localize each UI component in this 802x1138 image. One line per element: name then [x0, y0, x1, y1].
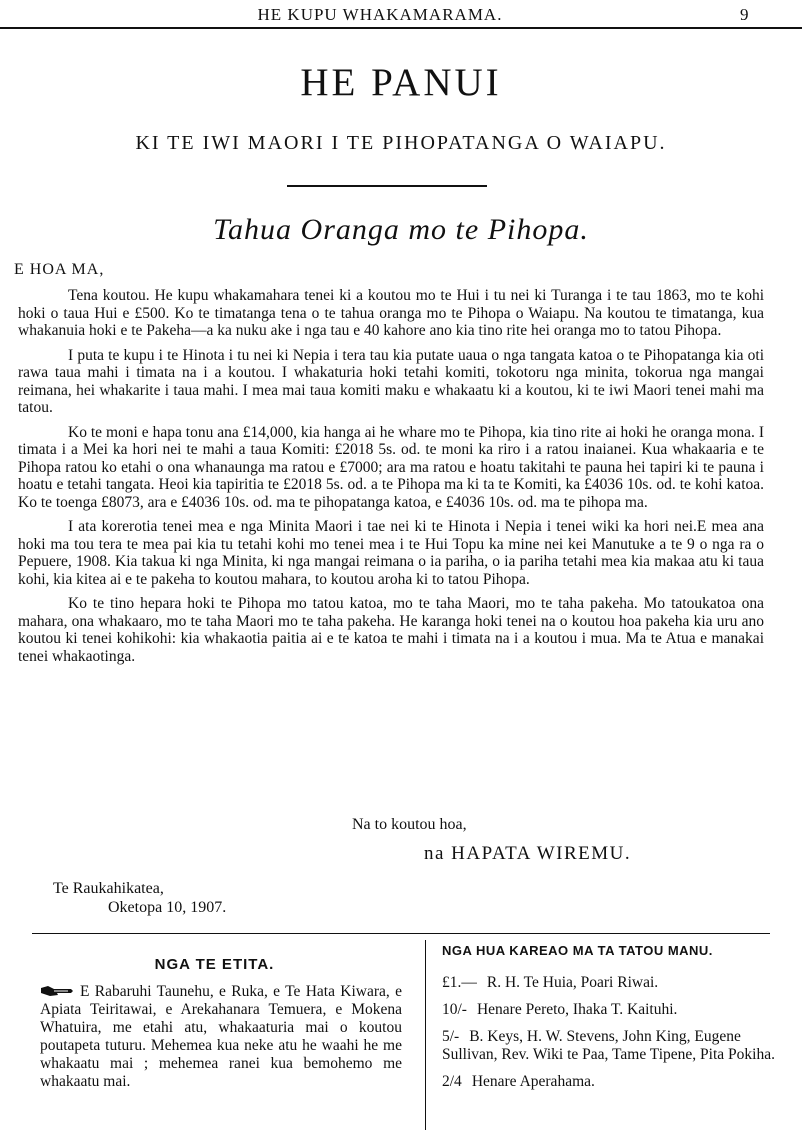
list-item [442, 1028, 794, 1064]
payments-list [442, 974, 794, 1100]
list-item [442, 1073, 794, 1091]
paragraph: I puta te kupu i te Hinota i tu nei ki Nepia i tera tau kia putate uaua o nga tangata katoa o te Pihopatanga kia oti rawa taua mahi i timata na i a koutou. I whakaturia hoki tetahi komiti, tokotoru nga minita, tokorua nga mangai reimana, hei whakarite i taua mahi. I mea mai taua komiti maku e whakaatu ki a koutou, ki te iwi Maori tenei mahi ma tatou. [18, 346, 764, 416]
payments-heading: NGA HUA KAREAO MA TA TATOU MANU. [442, 943, 713, 958]
paragraph: Ko te tino hepara hoki te Pihopa mo tatou katoa, mo te taha Maori, mo te taha pakeha. Mo tatoukatoa ona mahara, ona whakaaro, mo te taha Maori mo te taha pakeha. He karanga hoki tenei na o koutou hoa pakeha kia uru ano koutou ki tenei kohikohi: kia whakaotia paitia ai e te katoa te mahi i timata na i a koutou i mua. Ma te Atua e manakai tenei whakaotinga. [18, 595, 764, 665]
payment-amount: £1.— [442, 974, 477, 991]
section-divider [32, 933, 770, 934]
page-number: 9 [740, 5, 749, 24]
date-line: Oketopa 10, 1907. [108, 899, 227, 916]
editor-notice-text: E Rabaruhi Taunehu, e Ruka, e Te Hata Kiwara, e Apiata Teiritawai, e Arekahanara Temuera, e Mokena Whatuira, me etahi atu, whakaaturia mai o koutou poutapeta tuturu. Mehemea kua neke atu he waahi he me whakaatu mai ; mehemea ranei kua bemohemo me whakaatu mai. [40, 983, 402, 1090]
pointing-hand-icon [40, 984, 74, 996]
payment-names: Henare Aperahama. [471, 1073, 595, 1090]
list-item [442, 974, 794, 992]
paragraph: I ata korerotia tenei mea e nga Minita Maori i tae nei ki te Hinota i Nepia i tenei wiki ka hori nei.E mea ana hoki ma tou tera te mea pai kia tu tetahi kohi mo tenei mea i te Hui Topu ka mine nei kei Manutuke a te 9 o nga ra o Pepuere, 1908. Kia takua ki nga Minita, ki nga mangai reimana o ia pariha, o ia pariha tetahi mea kia makaa atu ki taua kohi, kia kitea ai e te pakeha to koutou mahara, to koutou aroha ki to tatou Pihopa. [18, 518, 764, 588]
payment-amount: 10/- [442, 1001, 467, 1018]
title-divider [287, 185, 487, 187]
payment-amount: 2/4 [442, 1073, 462, 1090]
page-title: HE PANUI [300, 61, 502, 104]
running-title: HE KUPU WHAKAMARAMA. [257, 5, 503, 24]
section-heading: Tahua Oranga mo te Pihopa. [213, 213, 589, 246]
payment-names: B. Keys, H. W. Stevens, John King, Eugene Sullivan, Rev. Wiki te Paa, Tame Tipene, Pita Pokiha. [442, 1028, 775, 1063]
paragraph: Ko te moni e hapa tonu ana £14,000, kia hanga ai he whare mo te Pihopa, kia tino rite ai hoki he oranga mona. I timata i a Mei ka hori nei te mahi a taua Komiti: £2018 5s. od. te moni ka riro i a ratou inaianei. Kua whakaaria e te Pihopa ratou ko etahi o ona whanaunga ma ratou e £7000; ara ma ratou e hoatu takitahi te pauna hei tapiri ki te pauna i hoatu e tetahi tangata. Heoi kia tapiritia te £2018 5s. od. a te Pihopa ma ki ta te Komiti, ka £4036 10s. od. te kohi katoa. Ko te toenga £8073, ara e £4036 10s. od. ma te pihopatanga katoa, e £4036 10s. od. ma te pihopa ma. [18, 423, 764, 511]
place-line: Te Raukahikatea, [53, 880, 164, 897]
paragraph: Tena koutou. He kupu whakamahara tenei ki a koutou mo te Hui i tu nei ki Turanga i te tau 1863, mo te kohi hoki o taua Hui e £500. Ko te timatanga tena o te tahua oranga mo te Pihopa o Waiapu. Na koutou te timatanga, kua whakanuia hoki e te Pakeha—a ka nuku ake i nga tau e 40 kahore ano kia tino rite hei oranga mo to tatou Pihopa. [18, 287, 764, 339]
header-rule [0, 27, 802, 29]
letter-body [18, 287, 764, 672]
payment-names: R. H. Te Huia, Poari Riwai. [486, 974, 659, 991]
editor-notice [40, 983, 402, 1091]
salutation: E HOA MA, [14, 261, 105, 278]
signature: na HAPATA WIREMU. [424, 843, 632, 864]
payment-amount: 5/- [442, 1028, 460, 1045]
payment-names: Henare Pereto, Ihaka T. Kaituhi. [476, 1001, 678, 1018]
column-divider [425, 940, 426, 1130]
list-item [442, 1001, 794, 1019]
closing-line: Na to koutou hoa, [352, 816, 467, 833]
page-subtitle: KI TE IWI MAORI I TE PIHOPATANGA O WAIAPU. [135, 132, 667, 154]
editor-notice-heading: NGA TE ETITA. [154, 956, 275, 973]
